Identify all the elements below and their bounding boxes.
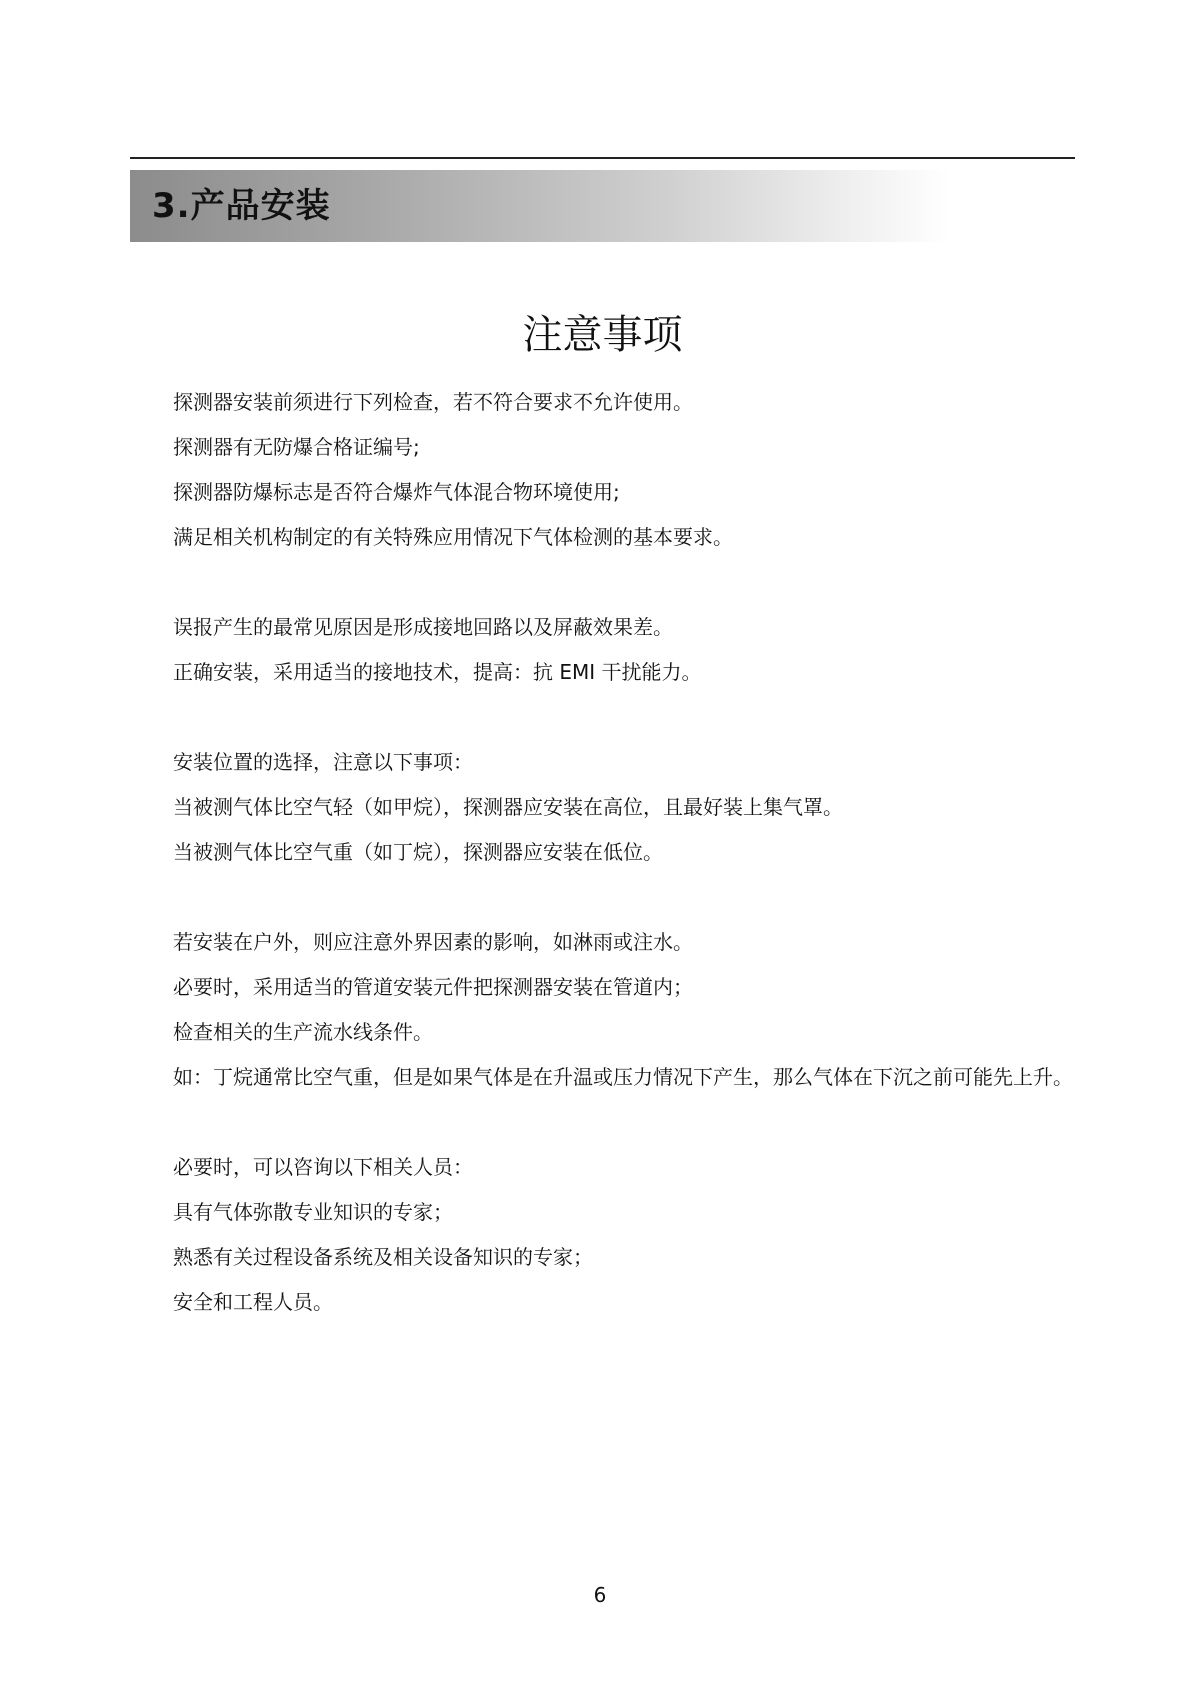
paragraph: 安全和工程人员。 bbox=[173, 1290, 333, 1314]
page-title bbox=[0, 305, 1200, 365]
paragraph: 探测器防爆标志是否符合爆炸气体混合物环境使用; bbox=[173, 480, 620, 504]
paragraph-gap bbox=[130, 695, 1075, 740]
paragraph: 探测器有无防爆合格证编号; bbox=[173, 435, 420, 459]
paragraph: 必要时，可以咨询以下相关人员： bbox=[173, 1155, 473, 1179]
document-body bbox=[130, 380, 1075, 1325]
paragraph: 正确安装，采用适当的接地技术，提高：抗 EMI 干扰能力。 bbox=[173, 660, 702, 684]
paragraph-gap bbox=[130, 875, 1075, 920]
paragraph: 熟悉有关过程设备系统及相关设备知识的专家； bbox=[173, 1245, 593, 1269]
page-number: 6 bbox=[593, 1583, 607, 1607]
paragraph: 满足相关机构制定的有关特殊应用情况下气体检测的基本要求。 bbox=[173, 525, 733, 549]
paragraph: 安装位置的选择，注意以下事项： bbox=[173, 750, 473, 774]
paragraph-gap bbox=[130, 1100, 1075, 1145]
section-banner bbox=[130, 170, 950, 242]
paragraph: 具有气体弥散专业知识的专家； bbox=[173, 1200, 453, 1224]
paragraph: 当被测气体比空气重（如丁烷），探测器应安装在低位。 bbox=[173, 840, 663, 864]
section-title: 3.产品安装 bbox=[152, 186, 331, 226]
paragraph: 检查相关的生产流水线条件。 bbox=[173, 1020, 433, 1044]
paragraph: 必要时，采用适当的管道安装元件把探测器安装在管道内； bbox=[173, 975, 693, 999]
page-title-text: 注意事项 bbox=[522, 312, 683, 358]
paragraph: 如：丁烷通常比空气重，但是如果气体是在升温或压力情况下产生，那么气体在下沉之前可能先上升。 bbox=[173, 1065, 1073, 1089]
header-rule bbox=[130, 157, 1075, 159]
paragraph-gap bbox=[130, 560, 1075, 605]
paragraph: 若安装在户外，则应注意外界因素的影响，如淋雨或注水。 bbox=[173, 930, 693, 954]
paragraph: 探测器安装前须进行下列检查，若不符合要求不允许使用。 bbox=[173, 390, 693, 414]
paragraph: 误报产生的最常见原因是形成接地回路以及屏蔽效果差。 bbox=[173, 615, 673, 639]
paragraph: 当被测气体比空气轻（如甲烷），探测器应安装在高位，且最好装上集气罩。 bbox=[173, 795, 843, 819]
